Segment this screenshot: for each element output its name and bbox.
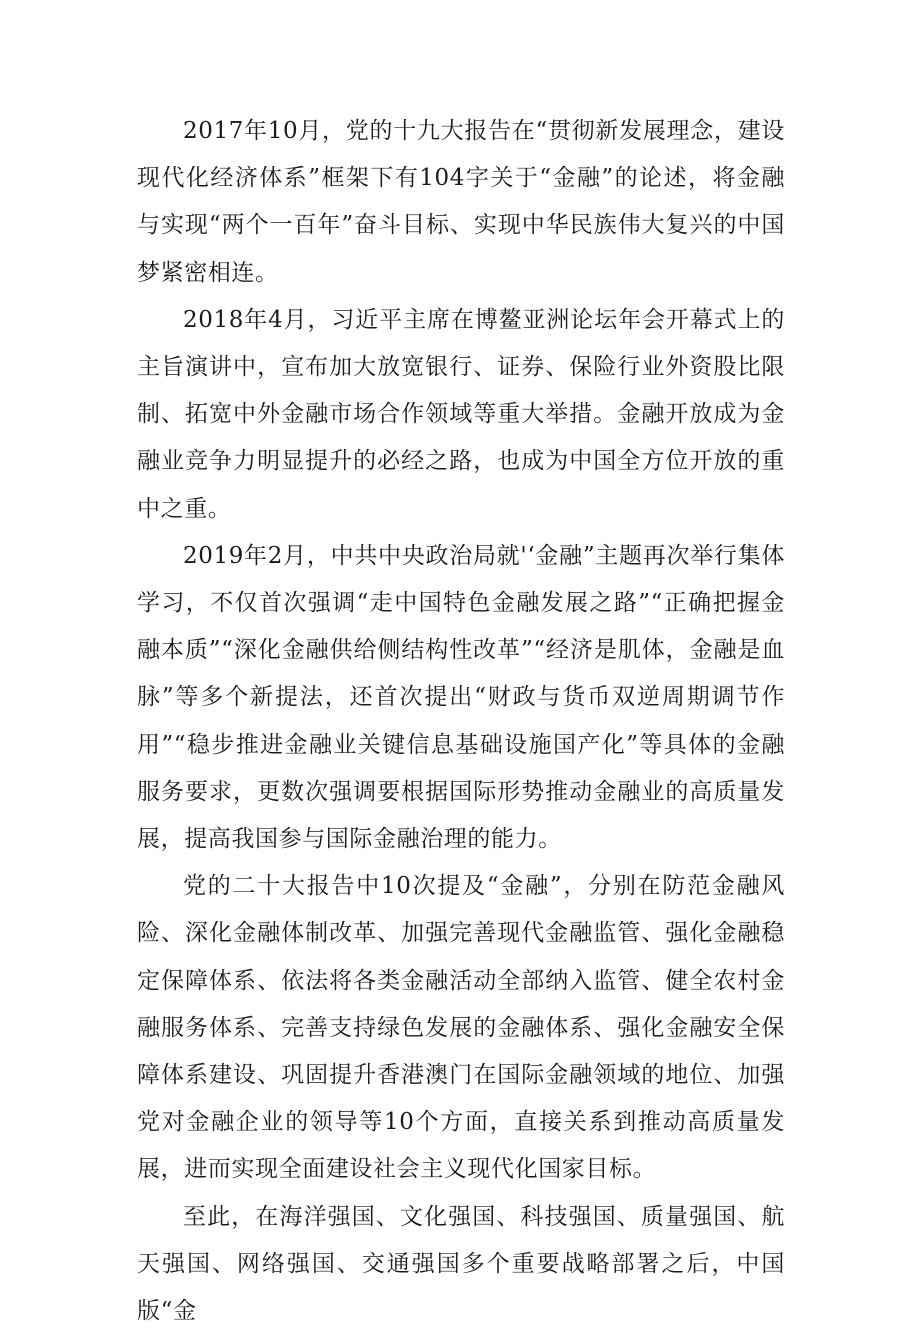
document-body [137,108,785,1335]
paragraph-2017: 2017年10月，党的十九大报告在“贯彻新发展理念，建设现代化经济体系”框架下有104字关于“金融”的论述，将金融与实现“两个一百年”奋斗目标、实现中华民族伟大复兴的中国梦紧密相连。 [137,118,785,286]
paragraph-2019: 2019年2月，中共中央政治局就'‘金融”主题再次举行集体学习，不仅首次强调“走中国特色金融发展之路”“正确把握金融本质”“深化金融供给侧结构性改革”“经济是肌体，金融是血脉”等多个新提法，还首次提出“财政与货币双逆周期调节作用”“稳步推进金融业关键信息基础设施国产化”等具体的金融服务要求，更数次强调要根据国际形势推动金融业的高质量发展，提高我国参与国际金融治理的能力。 [137,542,785,853]
paragraph-2018: 2018年4月，习近平主席在博鳌亚洲论坛年会开幕式上的主旨演讲中，宣布加大放宽银行、证券、保险行业外资股比限制、拓宽中外金融市场合作领域等重大举措。金融开放成为金融业竞争力明显提升的必经之路，也成为中国全方位开放的重中之重。 [137,306,785,522]
paragraph-20th-congress: 党的二十大报告中10次提及“金融”，分别在防范金融风险、深化金融体制改革、加强完善现代金融监管、强化金融稳定保障体系、依法将各类金融活动全部纳入监管、健全农村金融服务体系、完善支持绿色发展的金融体系、强化金融安全保障体系建设、巩固提升香港澳门在国际金融领域的地位、加强党对金融企业的领导等10个方面，直接关系到推动高质量发展，进而实现全面建设社会主义现代化国家目标。 [137,873,785,1183]
paragraph-conclusion: 至此，在海洋强国、文化强国、科技强国、质量强国、航天强国、网络强国、交通强国多个重要战略部署之后，中国版“金 [137,1203,785,1325]
